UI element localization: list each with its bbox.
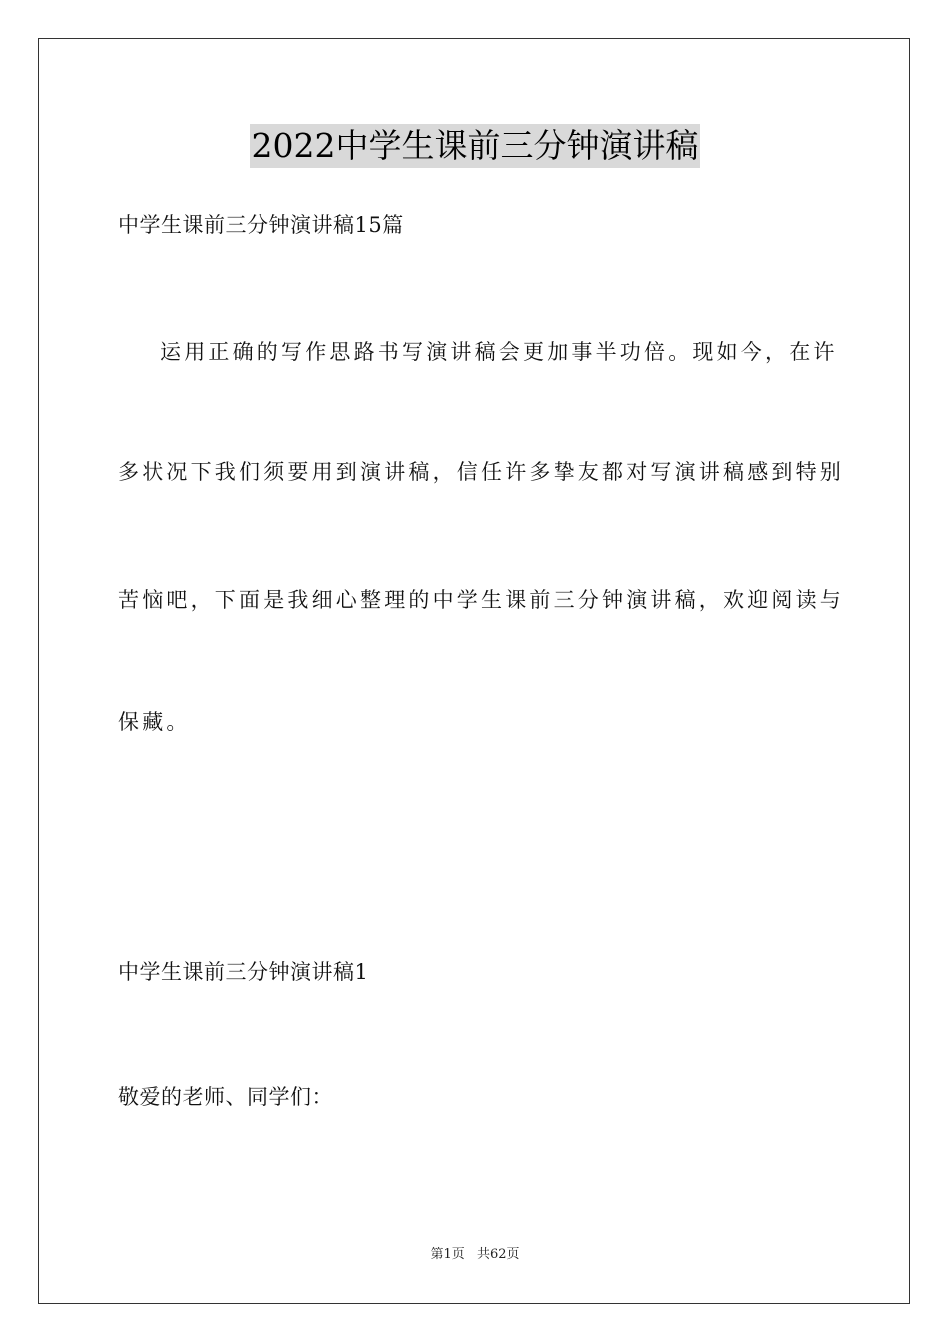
page-total: 共62页 xyxy=(476,1247,520,1262)
document-subtitle: 中学生课前三分钟演讲稿15篇 xyxy=(118,213,404,237)
page-footer xyxy=(0,1246,950,1264)
intro-line-1: 运用正确的写作思路书写演讲稿会更加事半功倍。现如今，在许 xyxy=(160,340,838,364)
section-heading: 中学生课前三分钟演讲稿1 xyxy=(118,960,369,984)
intro-line-2: 多状况下我们须要用到演讲稿，信任许多挚友都对写演讲稿感到特别 xyxy=(118,460,844,484)
salutation: 敬爱的老师、同学们： xyxy=(118,1085,333,1109)
document-title: 2022中学生课前三分钟演讲稿 xyxy=(250,124,701,168)
page-number: 第1页 xyxy=(430,1247,465,1262)
intro-line-3: 苦恼吧，下面是我细心整理的中学生课前三分钟演讲稿，欢迎阅读与 xyxy=(118,588,844,612)
intro-line-4: 保藏。 xyxy=(118,710,191,734)
title-container xyxy=(0,124,950,168)
